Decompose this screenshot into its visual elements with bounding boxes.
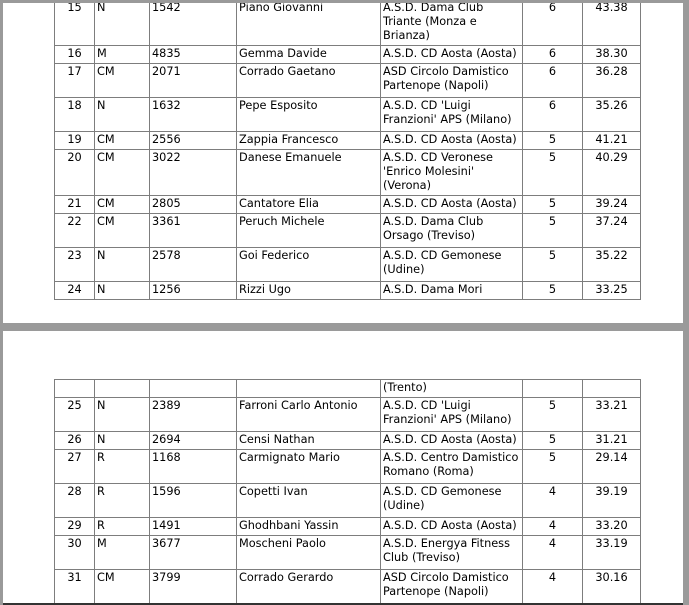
standings-table <box>54 3 641 300</box>
category-cell: CM <box>95 196 150 214</box>
position-cell <box>55 380 95 398</box>
table-row <box>55 484 641 518</box>
club-cell: ASD Circolo Damistico Partenope (Napoli) <box>381 570 523 604</box>
points-cell: 5 <box>523 450 583 484</box>
category-cell: R <box>95 484 150 518</box>
points-cell: 4 <box>523 518 583 536</box>
player-id-cell: 3022 <box>150 150 237 196</box>
club-cell: A.S.D. Dama Club Orsago (Treviso) <box>381 214 523 248</box>
player-name-cell: Corrado Gaetano <box>237 64 381 98</box>
score-cell: 31.21 <box>583 432 641 450</box>
table-row <box>55 248 641 282</box>
points-cell: 6 <box>523 64 583 98</box>
points-cell <box>523 380 583 398</box>
category-cell: M <box>95 46 150 64</box>
score-cell: 40.29 <box>583 150 641 196</box>
score-cell: 39.24 <box>583 196 641 214</box>
position-cell: 18 <box>55 98 95 132</box>
player-id-cell: 1542 <box>150 3 237 46</box>
table-row <box>55 46 641 64</box>
player-id-cell: 2556 <box>150 132 237 150</box>
player-name-cell <box>237 380 381 398</box>
player-id-cell: 1632 <box>150 98 237 132</box>
points-cell: 5 <box>523 282 583 300</box>
score-cell: 41.21 <box>583 132 641 150</box>
category-cell: N <box>95 3 150 46</box>
document-page-2 <box>3 331 683 605</box>
category-cell <box>95 380 150 398</box>
points-cell: 4 <box>523 570 583 604</box>
table-row <box>55 450 641 484</box>
table-row <box>55 150 641 196</box>
player-name-cell: Pepe Esposito <box>237 98 381 132</box>
category-cell: R <box>95 518 150 536</box>
table-row <box>55 64 641 98</box>
position-cell: 15 <box>55 3 95 46</box>
category-cell: N <box>95 282 150 300</box>
score-cell: 29.14 <box>583 450 641 484</box>
player-name-cell: Cantatore Elia <box>237 196 381 214</box>
player-id-cell: 1596 <box>150 484 237 518</box>
document-page-1 <box>3 3 683 323</box>
position-cell: 31 <box>55 570 95 604</box>
position-cell: 23 <box>55 248 95 282</box>
club-cell: A.S.D. CD Aosta (Aosta) <box>381 518 523 536</box>
player-id-cell: 1491 <box>150 518 237 536</box>
player-name-cell: Rizzi Ugo <box>237 282 381 300</box>
player-id-cell <box>150 380 237 398</box>
player-id-cell: 3799 <box>150 570 237 604</box>
points-cell: 4 <box>523 536 583 570</box>
points-cell: 5 <box>523 132 583 150</box>
category-cell: CM <box>95 64 150 98</box>
club-cell: A.S.D. CD Aosta (Aosta) <box>381 46 523 64</box>
points-cell: 5 <box>523 214 583 248</box>
category-cell: N <box>95 98 150 132</box>
points-cell: 5 <box>523 398 583 432</box>
club-cell: (Trento) <box>381 380 523 398</box>
club-cell: A.S.D. CD Gemonese (Udine) <box>381 248 523 282</box>
points-cell: 5 <box>523 196 583 214</box>
club-cell: A.S.D. CD Aosta (Aosta) <box>381 432 523 450</box>
player-name-cell: Zappia Francesco <box>237 132 381 150</box>
score-cell: 36.28 <box>583 64 641 98</box>
player-id-cell: 3361 <box>150 214 237 248</box>
position-cell: 30 <box>55 536 95 570</box>
points-cell: 5 <box>523 150 583 196</box>
points-cell: 5 <box>523 432 583 450</box>
player-name-cell: Goi Federico <box>237 248 381 282</box>
category-cell: R <box>95 450 150 484</box>
score-cell: 39.19 <box>583 484 641 518</box>
table-row <box>55 398 641 432</box>
points-cell: 6 <box>523 46 583 64</box>
player-id-cell: 2805 <box>150 196 237 214</box>
score-cell <box>583 380 641 398</box>
score-cell: 35.22 <box>583 248 641 282</box>
score-cell: 33.19 <box>583 536 641 570</box>
category-cell: CM <box>95 570 150 604</box>
club-cell: ASD Circolo Damistico Partenope (Napoli) <box>381 64 523 98</box>
player-id-cell: 3677 <box>150 536 237 570</box>
table-row <box>55 432 641 450</box>
viewer-scrollbar-track[interactable] <box>683 0 689 605</box>
table-row <box>55 196 641 214</box>
category-cell: N <box>95 432 150 450</box>
player-id-cell: 2389 <box>150 398 237 432</box>
player-id-cell: 2694 <box>150 432 237 450</box>
score-cell: 37.24 <box>583 214 641 248</box>
player-name-cell: Moscheni Paolo <box>237 536 381 570</box>
table-row <box>55 380 641 398</box>
category-cell: CM <box>95 150 150 196</box>
player-name-cell: Carmignato Mario <box>237 450 381 484</box>
player-name-cell: Piano Giovanni <box>237 3 381 46</box>
player-name-cell: Copetti Ivan <box>237 484 381 518</box>
table-row <box>55 518 641 536</box>
table-row <box>55 536 641 570</box>
standings-table <box>54 379 641 604</box>
club-cell: A.S.D. CD Aosta (Aosta) <box>381 196 523 214</box>
position-cell: 26 <box>55 432 95 450</box>
position-cell: 16 <box>55 46 95 64</box>
score-cell: 33.20 <box>583 518 641 536</box>
player-id-cell: 1256 <box>150 282 237 300</box>
category-cell: N <box>95 248 150 282</box>
points-cell: 5 <box>523 248 583 282</box>
club-cell: A.S.D. CD 'Luigi Franzioni' APS (Milano) <box>381 98 523 132</box>
table-row <box>55 98 641 132</box>
category-cell: N <box>95 398 150 432</box>
position-cell: 19 <box>55 132 95 150</box>
position-cell: 25 <box>55 398 95 432</box>
club-cell: A.S.D. CD Gemonese (Udine) <box>381 484 523 518</box>
table-row <box>55 214 641 248</box>
player-name-cell: Farroni Carlo Antonio <box>237 398 381 432</box>
category-cell: CM <box>95 214 150 248</box>
position-cell: 28 <box>55 484 95 518</box>
position-cell: 20 <box>55 150 95 196</box>
player-name-cell: Danese Emanuele <box>237 150 381 196</box>
position-cell: 17 <box>55 64 95 98</box>
score-cell: 30.16 <box>583 570 641 604</box>
points-cell: 6 <box>523 98 583 132</box>
player-id-cell: 4835 <box>150 46 237 64</box>
score-cell: 33.25 <box>583 282 641 300</box>
points-cell: 6 <box>523 3 583 46</box>
club-cell: A.S.D. Dama Club Triante (Monza e Brianza) <box>381 3 523 46</box>
table-row <box>55 282 641 300</box>
position-cell: 29 <box>55 518 95 536</box>
table-row <box>55 3 641 46</box>
category-cell: CM <box>95 132 150 150</box>
score-cell: 43.38 <box>583 3 641 46</box>
club-cell: A.S.D. Dama Mori <box>381 282 523 300</box>
score-cell: 33.21 <box>583 398 641 432</box>
position-cell: 22 <box>55 214 95 248</box>
club-cell: A.S.D. Energya Fitness Club (Treviso) <box>381 536 523 570</box>
points-cell: 4 <box>523 484 583 518</box>
club-cell: A.S.D. Centro Damistico Romano (Roma) <box>381 450 523 484</box>
player-id-cell: 1168 <box>150 450 237 484</box>
club-cell: A.S.D. CD Aosta (Aosta) <box>381 132 523 150</box>
table-row <box>55 570 641 604</box>
score-cell: 38.30 <box>583 46 641 64</box>
position-cell: 24 <box>55 282 95 300</box>
table-row <box>55 132 641 150</box>
position-cell: 21 <box>55 196 95 214</box>
player-name-cell: Corrado Gerardo <box>237 570 381 604</box>
club-cell: A.S.D. CD Veronese 'Enrico Molesini' (Verona) <box>381 150 523 196</box>
player-id-cell: 2071 <box>150 64 237 98</box>
category-cell: M <box>95 536 150 570</box>
score-cell: 35.26 <box>583 98 641 132</box>
player-name-cell: Gemma Davide <box>237 46 381 64</box>
player-id-cell: 2578 <box>150 248 237 282</box>
club-cell: A.S.D. CD 'Luigi Franzioni' APS (Milano) <box>381 398 523 432</box>
player-name-cell: Peruch Michele <box>237 214 381 248</box>
player-name-cell: Censi Nathan <box>237 432 381 450</box>
player-name-cell: Ghodhbani Yassin <box>237 518 381 536</box>
position-cell: 27 <box>55 450 95 484</box>
